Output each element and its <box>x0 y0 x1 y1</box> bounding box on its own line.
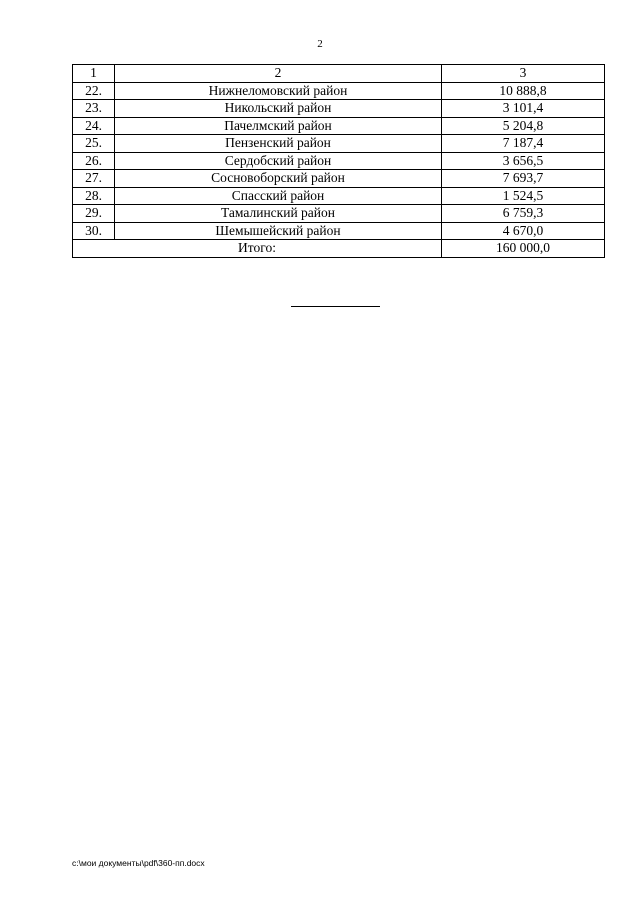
separator-line <box>291 306 380 307</box>
row-number: 29. <box>73 205 115 223</box>
table-row <box>73 205 605 223</box>
header-cell-number: 1 <box>73 65 115 83</box>
row-number: 27. <box>73 170 115 188</box>
district-amount: 5 204,8 <box>442 117 605 135</box>
table-header-row <box>73 65 605 83</box>
district-amount: 6 759,3 <box>442 205 605 223</box>
footer-file-path: c:\мои документы\pdf\360-пп.docx <box>72 858 205 868</box>
district-amount: 3 101,4 <box>442 100 605 118</box>
table-row <box>73 187 605 205</box>
table-row <box>73 170 605 188</box>
header-cell-value: 3 <box>442 65 605 83</box>
page-number: 2 <box>317 38 323 50</box>
row-number: 26. <box>73 152 115 170</box>
distribution-table <box>72 64 605 258</box>
district-amount: 4 670,0 <box>442 222 605 240</box>
table-row <box>73 117 605 135</box>
row-number: 22. <box>73 82 115 100</box>
district-name: Сердобский район <box>115 152 442 170</box>
table-row <box>73 82 605 100</box>
row-number: 24. <box>73 117 115 135</box>
district-name: Сосновоборский район <box>115 170 442 188</box>
row-number: 28. <box>73 187 115 205</box>
total-label: Итого: <box>73 240 442 258</box>
district-name: Пачелмский район <box>115 117 442 135</box>
row-number: 25. <box>73 135 115 153</box>
table-row <box>73 152 605 170</box>
district-amount: 7 187,4 <box>442 135 605 153</box>
table-row <box>73 222 605 240</box>
district-amount: 10 888,8 <box>442 82 605 100</box>
district-name: Шемышейский район <box>115 222 442 240</box>
district-name: Никольский район <box>115 100 442 118</box>
district-name: Нижнеломовский район <box>115 82 442 100</box>
district-name: Пензенский район <box>115 135 442 153</box>
table-row <box>73 100 605 118</box>
row-number: 30. <box>73 222 115 240</box>
district-amount: 7 693,7 <box>442 170 605 188</box>
total-amount: 160 000,0 <box>442 240 605 258</box>
district-amount: 3 656,5 <box>442 152 605 170</box>
district-amount: 1 524,5 <box>442 187 605 205</box>
table-total-row <box>73 240 605 258</box>
row-number: 23. <box>73 100 115 118</box>
header-cell-name: 2 <box>115 65 442 83</box>
district-name: Спасский район <box>115 187 442 205</box>
district-name: Тамалинский район <box>115 205 442 223</box>
table-row <box>73 135 605 153</box>
